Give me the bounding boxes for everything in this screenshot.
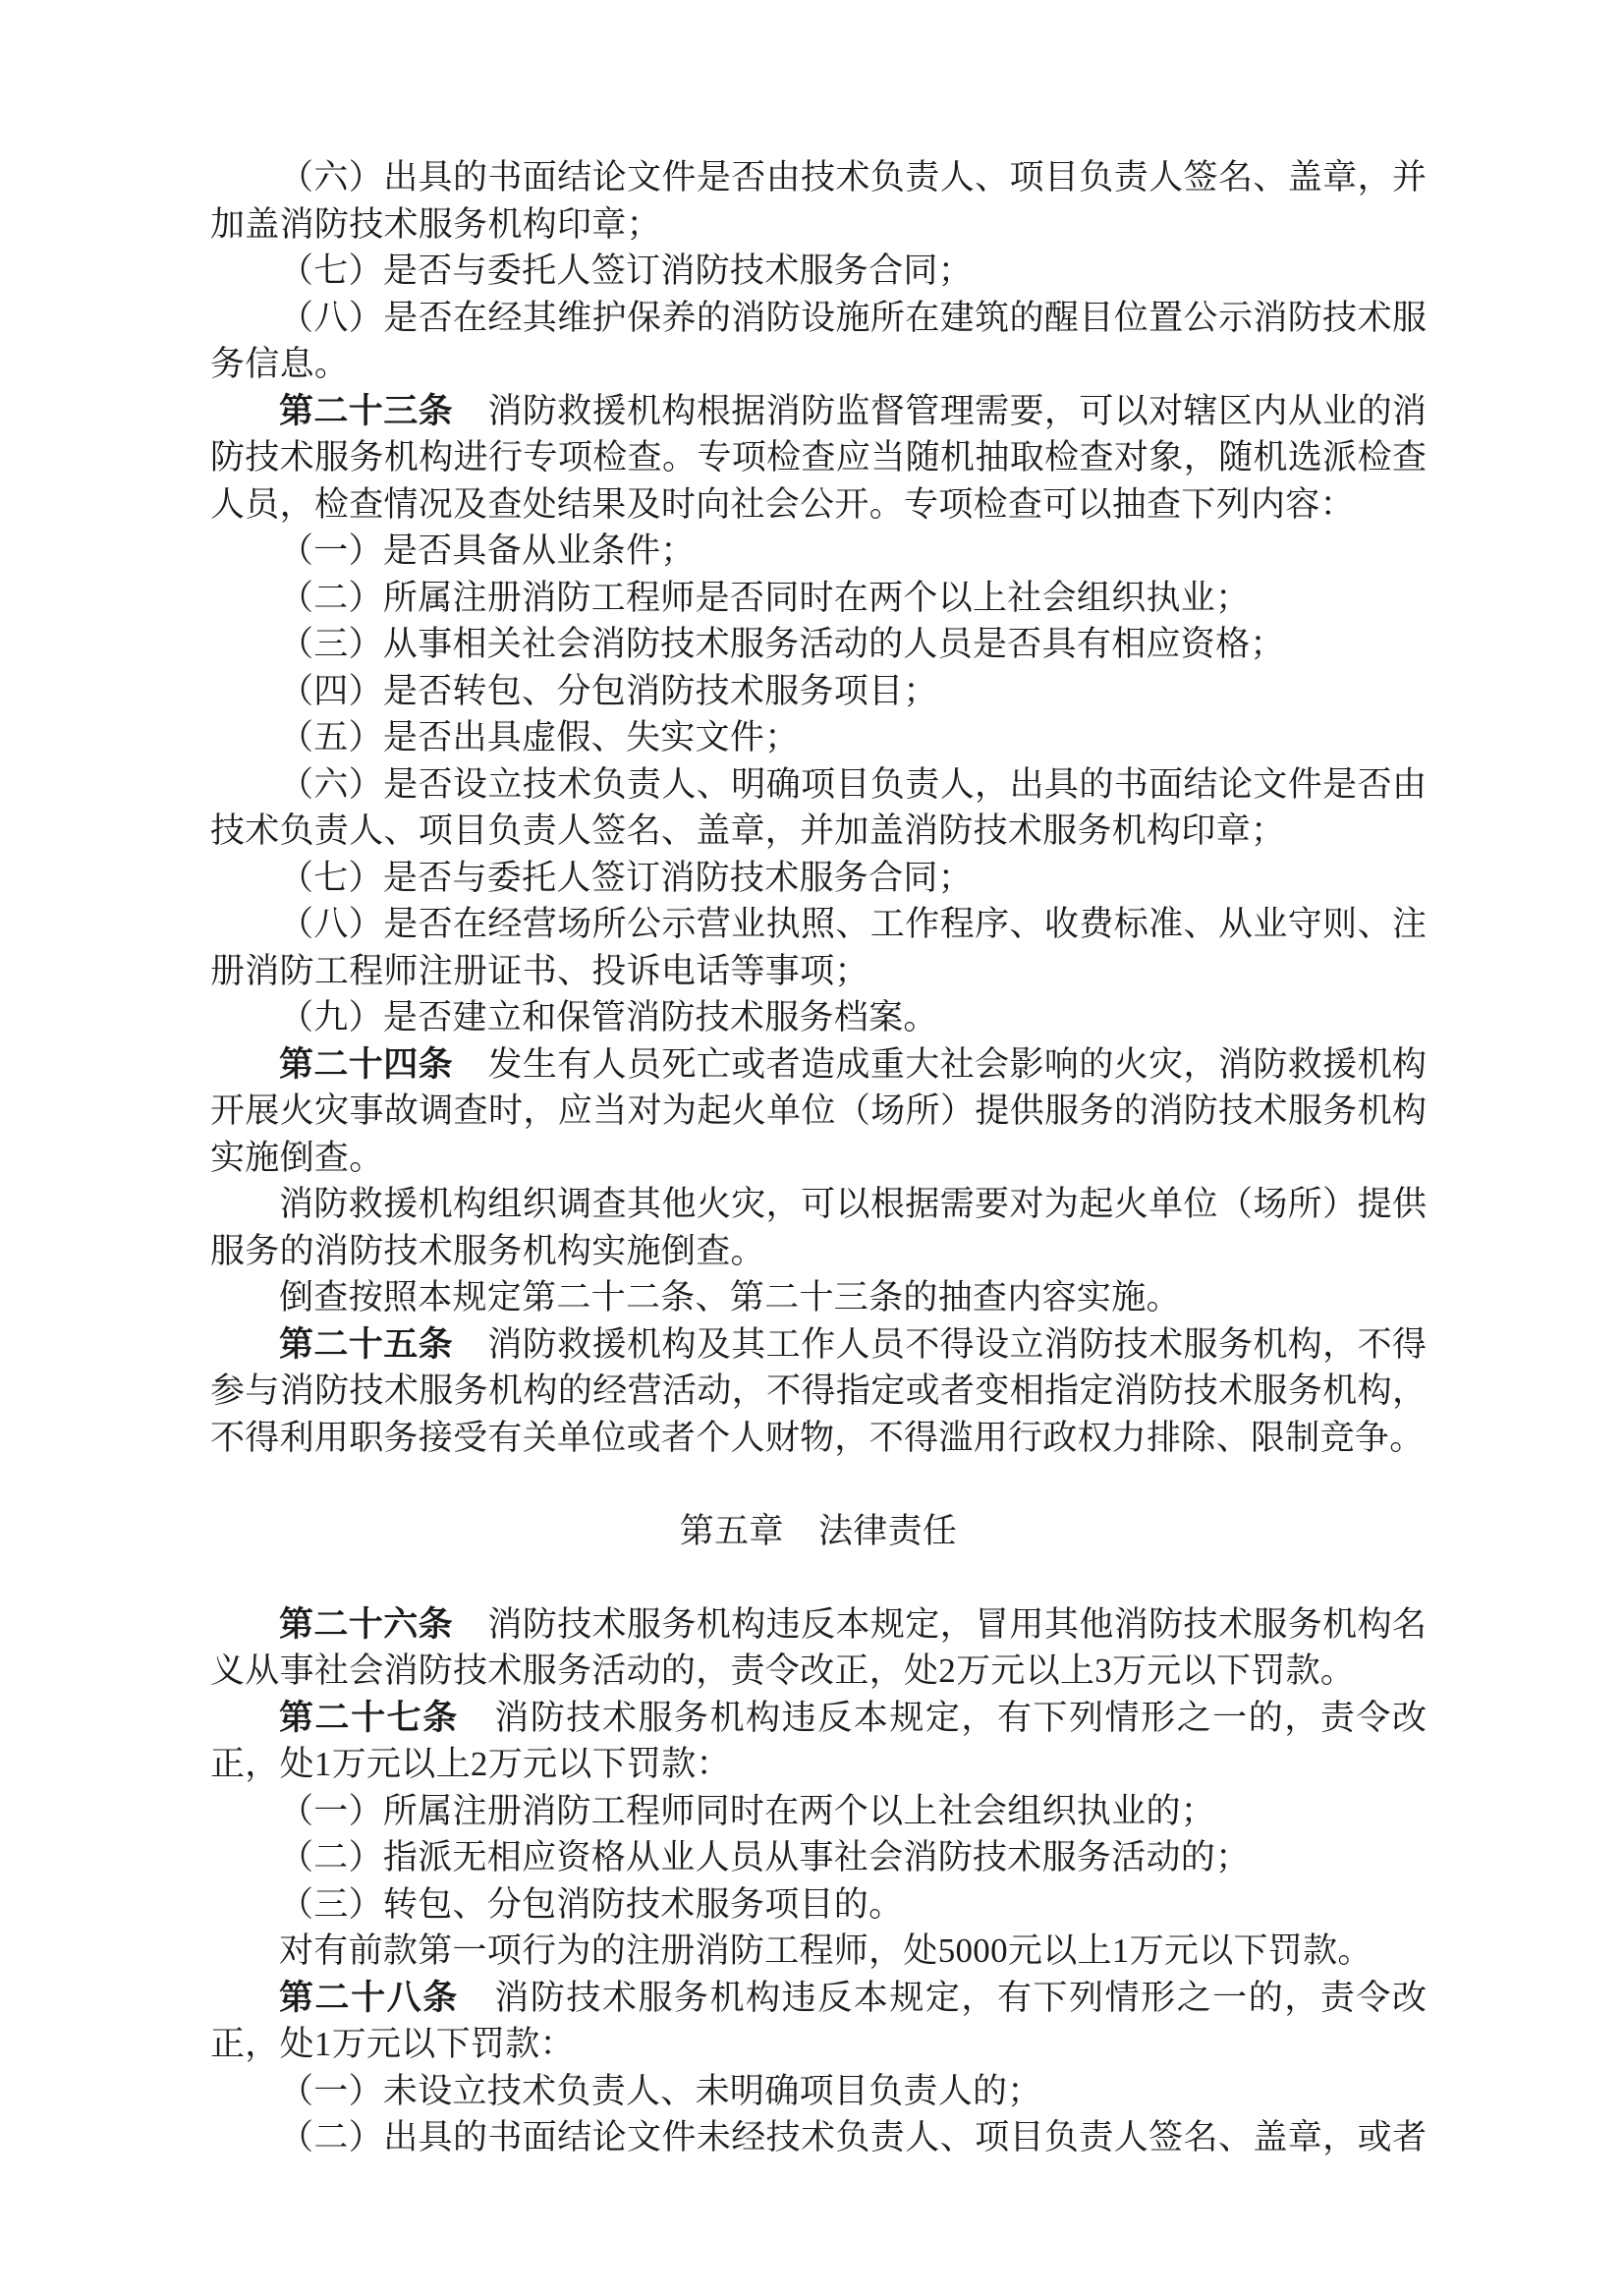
text-line — [210, 855, 1427, 902]
text-line — [210, 994, 1427, 1041]
text-line — [210, 1695, 1427, 1742]
line-text: （二）指派无相应资格从业人员从事社会消防技术服务活动的； — [279, 1838, 1251, 1876]
text-line — [210, 1041, 1427, 1089]
text-line — [210, 1601, 1427, 1649]
line-text: 消防救援机构组织调查其他火灾，可以根据需要对为起火单位（场所）提供 — [279, 1185, 1427, 1223]
text-line — [210, 901, 1427, 948]
line-text: 册消防工程师注册证书、投诉电话等事项； — [210, 951, 869, 990]
line-text: 服务的消防技术服务机构实施倒查。 — [210, 1231, 765, 1270]
line-text: 第五章 法律责任 — [679, 1511, 958, 1550]
line-text: 技术负责人、项目负责人签名、盖章，并加盖消防技术服务机构印章； — [210, 812, 1286, 850]
line-text: 正，处1万元以上2万元以下罚款： — [210, 1745, 731, 1783]
line-text: （六）是否设立技术负责人、明确项目负责人，出具的书面结论文件是否由 — [279, 764, 1427, 804]
line-text: 实施倒查。 — [210, 1138, 384, 1177]
text-line — [210, 1928, 1427, 1975]
text-line — [210, 808, 1427, 855]
blank-line — [210, 1461, 1427, 1508]
line-text: 消防救援机构根据消防监督管理需要，可以对辖区内从业的消 — [453, 391, 1427, 430]
line-text: 对有前款第一项行为的注册消防工程师，处5000元以上1万元以下罚款。 — [279, 1931, 1372, 1970]
chapter-heading — [210, 1508, 1427, 1555]
article-number: 第二十六条 — [279, 1604, 454, 1644]
line-text: 正，处1万元以下罚款： — [210, 2025, 575, 2063]
text-line — [210, 1368, 1427, 1415]
line-text: 倒查按照本规定第二十二条、第二十三条的抽查内容实施。 — [279, 1278, 1181, 1316]
line-text: （一）未设立技术负责人、未明确项目负责人的； — [279, 2071, 1042, 2110]
text-line — [210, 1228, 1427, 1275]
text-line — [210, 1181, 1427, 1228]
line-text: 防技术服务机构进行专项检查。专项检查应当随机抽取检查对象，随机选派检查 — [210, 438, 1427, 476]
line-text: （七）是否与委托人签订消防技术服务合同； — [279, 252, 974, 290]
article-number: 第二十四条 — [279, 1044, 454, 1084]
line-text: （三）转包、分包消防技术服务项目的。 — [279, 1884, 904, 1924]
text-line — [210, 948, 1427, 995]
text-line — [210, 1741, 1427, 1788]
text-line — [210, 1415, 1427, 1462]
text-line — [210, 575, 1427, 622]
line-text: （九）是否建立和保管消防技术服务档案。 — [279, 998, 938, 1036]
line-text: （二）出具的书面结论文件未经技术负责人、项目负责人签名、盖章，或者 — [279, 2118, 1427, 2156]
text-line — [210, 761, 1427, 809]
line-text: 人员，检查情况及查处结果及时向社会公开。专项检查可以抽查下列内容： — [210, 484, 1355, 524]
line-text: （一）是否具备从业条件； — [279, 532, 696, 570]
line-text: （八）是否在经营场所公示营业执照、工作程序、收费标准、从业守则、注 — [279, 905, 1427, 943]
line-text: 义从事社会消防技术服务活动的，责令改正，处2万元以上3万元以下罚款。 — [210, 1651, 1356, 1690]
line-text: 发生有人员死亡或者造成重大社会影响的火灾，消防救援机构 — [453, 1044, 1427, 1084]
line-text: （四）是否转包、分包消防技术服务项目； — [279, 671, 938, 710]
line-text: （二）所属注册消防工程师是否同时在两个以上社会组织执业； — [279, 578, 1251, 617]
text-line — [210, 714, 1427, 761]
line-text: （三）从事相关社会消防技术服务活动的人员是否具有相应资格； — [279, 625, 1285, 663]
line-text: （一）所属注册消防工程师同时在两个以上社会组织执业的； — [279, 1791, 1216, 1830]
text-line — [210, 1088, 1427, 1135]
line-text: 加盖消防技术服务机构印章； — [210, 204, 661, 244]
text-line — [210, 2068, 1427, 2115]
text-line — [210, 1788, 1427, 1835]
line-text: （七）是否与委托人签订消防技术服务合同； — [279, 858, 974, 897]
text-line — [210, 1881, 1427, 1929]
line-text: （六）出具的书面结论文件是否由技术负责人、项目负责人签名、盖章，并 — [279, 158, 1427, 196]
line-text: （八）是否在经其维护保养的消防设施所在建筑的醒目位置公示消防技术服 — [279, 298, 1427, 337]
text-line — [210, 2021, 1427, 2068]
text-line — [210, 248, 1427, 295]
article-number: 第二十五条 — [279, 1324, 454, 1364]
line-text: 开展火灾事故调查时，应当对为起火单位（场所）提供服务的消防技术服务机构 — [210, 1092, 1427, 1130]
text-block — [210, 154, 1427, 2161]
line-text: 消防技术服务机构违反本规定，有下列情形之一的，责令改 — [458, 1978, 1427, 2017]
text-line — [210, 621, 1427, 668]
text-line — [210, 1834, 1427, 1881]
text-line — [210, 528, 1427, 575]
text-line — [210, 1135, 1427, 1182]
text-line — [210, 341, 1427, 388]
article-number: 第二十八条 — [279, 1978, 459, 2017]
text-line — [210, 201, 1427, 249]
text-line — [210, 1648, 1427, 1695]
blank-line — [210, 1554, 1427, 1601]
line-text: 消防救援机构及其工作人员不得设立消防技术服务机构，不得 — [453, 1324, 1427, 1364]
line-text: 参与消防技术服务机构的经营活动，不得指定或者变相指定消防技术服务机构， — [210, 1371, 1427, 1410]
text-line — [210, 388, 1427, 435]
text-line — [210, 1274, 1427, 1321]
text-line — [210, 1975, 1427, 2022]
text-line — [210, 1321, 1427, 1369]
line-text: 消防技术服务机构违反本规定，有下列情形之一的，责令改 — [458, 1698, 1427, 1737]
line-text: 务信息。 — [210, 345, 350, 383]
text-line — [210, 434, 1427, 481]
line-text: 消防技术服务机构违反本规定，冒用其他消防技术服务机构名 — [453, 1604, 1427, 1644]
text-line — [210, 481, 1427, 529]
text-line — [210, 2114, 1427, 2161]
text-line — [210, 295, 1427, 342]
line-text: 不得利用职务接受有关单位或者个人财物，不得滥用行政权力排除、限制竞争。 — [210, 1418, 1425, 1457]
text-line — [210, 668, 1427, 715]
article-number: 第二十三条 — [279, 391, 454, 430]
article-number: 第二十七条 — [279, 1698, 459, 1737]
line-text: （五）是否出具虚假、失实文件； — [279, 718, 800, 756]
text-line — [210, 154, 1427, 201]
